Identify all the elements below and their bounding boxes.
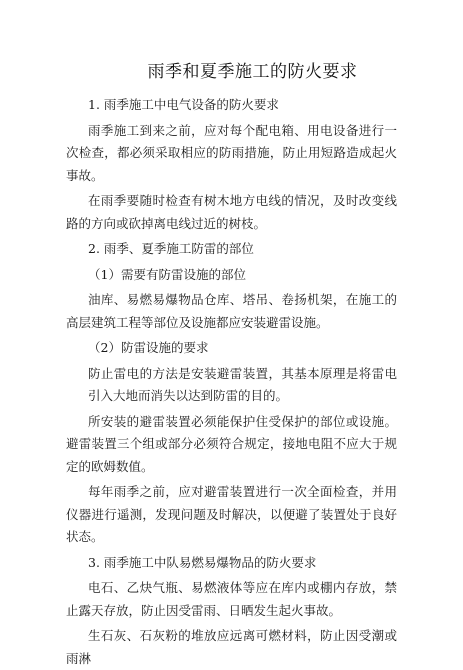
- paragraph-4: 防止雷电的方法是安装避雷装置，其基本原理是将雷电引入大地而消失以达到防雷的目的。: [88, 365, 397, 403]
- heading-1: 1. 雨季施工中电气设备的防火要求: [88, 97, 279, 112]
- document-body: [66, 94, 397, 670]
- paragraph-5: 所安装的避雷装置必须能保护住受保护的部位或设施。避雷装置三个组或部分必须符合规定，接地电阻不应大于规定的欧姆数值。: [66, 413, 397, 474]
- paragraph-3: 油库、易燃易爆物品仓库、塔吊、卷扬机架，在施工的高层建筑工程等部位及设施都应安装避雷设施。: [66, 292, 397, 330]
- document-title: 雨季和夏季施工的防火要求: [147, 62, 358, 82]
- paragraph-1: 雨季施工到来之前，应对每个配电箱、用电设备进行一次检查，都必须采取相应的防雨措施，防止用短路造成起火事故。: [66, 122, 397, 183]
- paragraph-8: 生石灰、石灰粉的堆放应远离可燃材料，防止因受潮或雨淋: [66, 628, 397, 666]
- subheading-2-2: （2）防雷设施的要求: [88, 340, 209, 355]
- paragraph-2: 在雨季要随时检查有树木地方电线的情况，及时改变线路的方向或砍掉离电线过近的树枝。: [66, 193, 397, 231]
- subheading-2-1: （1）需要有防雷设施的部位: [88, 266, 246, 282]
- paragraph-7: 电石、乙炔气瓶、易燃液体等应在库内或棚内存放，禁止露天存放，防止因受雷雨、日晒发生起火事故。: [66, 580, 397, 618]
- heading-3: 3. 雨季施工中队易燃易爆物品的防火要求: [88, 554, 317, 570]
- heading-2: 2. 雨季、夏季施工防雷的部位: [88, 241, 254, 256]
- paragraph-6: 每年雨季之前，应对避雷装置进行一次全面检查，并用仪器进行遥测，发现问题及时解决，以便避了装置处于良好状态。: [66, 484, 397, 544]
